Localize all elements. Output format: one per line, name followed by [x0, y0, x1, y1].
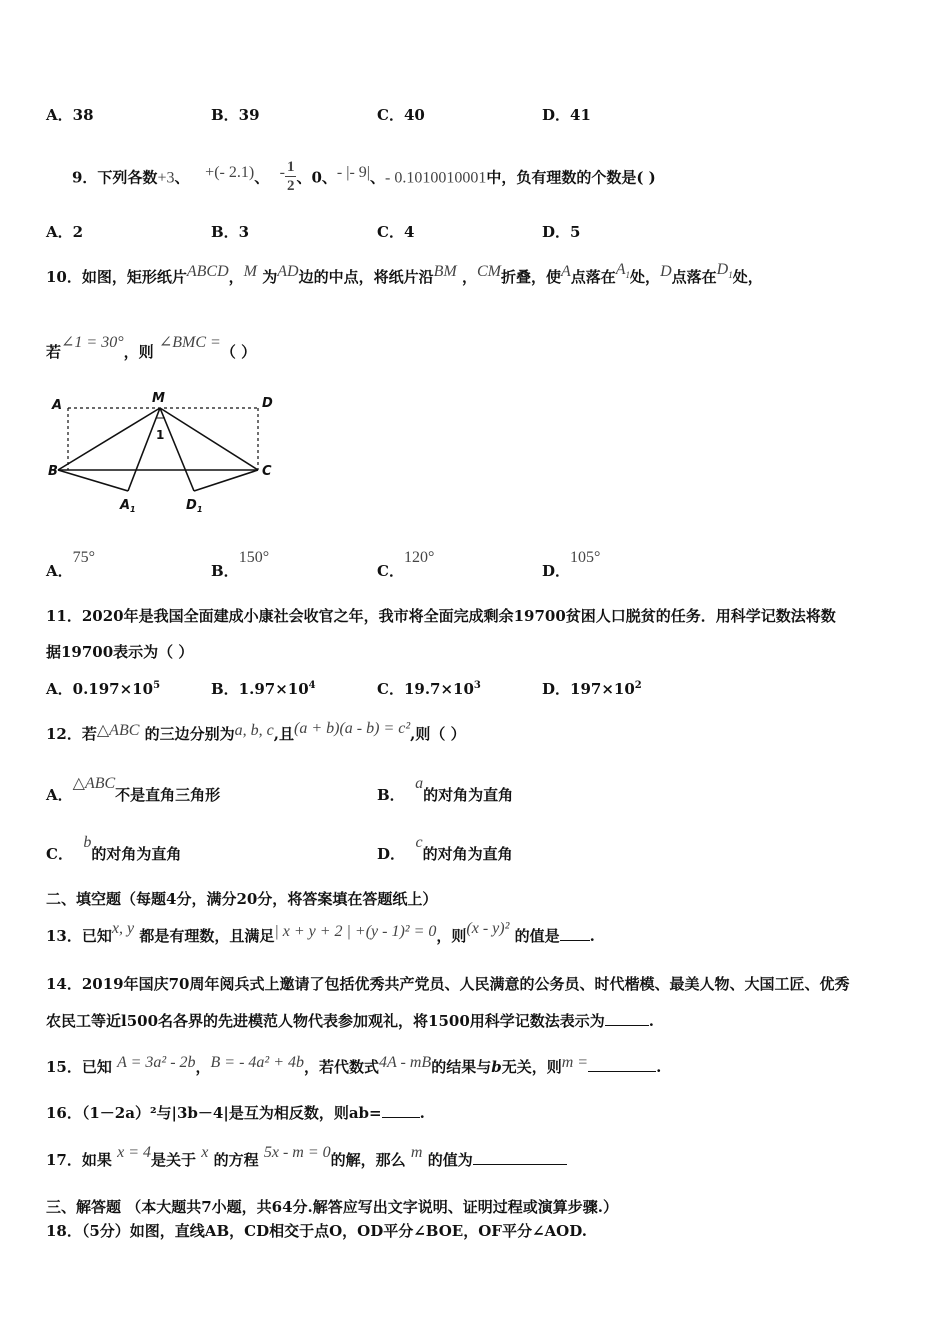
- q10-m9-sub: 1: [728, 270, 733, 281]
- q14-line2-end: .: [648, 1012, 654, 1030]
- q17-m3: 5x - m = 0: [263, 1144, 331, 1161]
- q12-opt-d-label: D．: [377, 845, 406, 863]
- q15-t5: b: [491, 1058, 502, 1076]
- section-3-heading: 三、解答题 （本大题共7小题，共64分.解答应写出文字说明、证明过程或演算步骤.）: [46, 1198, 618, 1216]
- question-16: [46, 1103, 425, 1123]
- q10-option-b: [211, 549, 270, 581]
- q15-t7: .: [656, 1058, 662, 1076]
- q10-m7: [615, 261, 631, 281]
- q10-option-d: [542, 549, 601, 581]
- q12-option-c: [46, 834, 182, 864]
- q12-opt-a-math: △ABC: [72, 775, 116, 792]
- q16-end: .: [419, 1104, 425, 1122]
- q10-m9-letter: D: [716, 261, 729, 278]
- q17-t1: 17．如果: [46, 1151, 112, 1169]
- q12-option-b: [377, 775, 514, 805]
- q13-m3: (x - y)²: [466, 920, 510, 937]
- q11-option-a: [46, 678, 160, 699]
- q8-option-a: A．38: [46, 106, 94, 124]
- q17-t3: 的方程: [213, 1151, 259, 1169]
- q10-t4: 边的中点，将纸片沿: [298, 268, 434, 286]
- q8-option-d: D．41: [542, 106, 591, 124]
- q12-t4: ,则（ ）: [410, 725, 466, 743]
- q12-option-a: [46, 775, 221, 805]
- figure-label-a1-sub: 1: [130, 505, 136, 514]
- q15-t3: ，若代数式: [304, 1058, 380, 1076]
- q10-m2: M: [243, 263, 257, 280]
- question-9: [72, 160, 656, 197]
- q10-m6: A: [560, 263, 571, 280]
- q10-t2: ，: [228, 268, 244, 286]
- q10-opt-c-label: C．: [377, 562, 404, 580]
- q10-t5: ，: [461, 268, 477, 286]
- figure-label-a1: A: [120, 498, 131, 513]
- q10-t6: 折叠，使: [500, 268, 561, 286]
- q15-m3: 4A - mB: [379, 1054, 432, 1071]
- figure-label-d1: D: [186, 498, 197, 513]
- q11-opt-b-exp: 4: [308, 680, 316, 691]
- q9-prefix: 9．下列各数: [72, 168, 158, 187]
- q9-frac-num: 1: [286, 159, 295, 175]
- q9-n1: +3: [157, 169, 175, 187]
- q9-n5: - 0.1010010001: [385, 169, 487, 187]
- figure-edge-ba1: [58, 470, 128, 491]
- q10-t9: 点落在: [671, 268, 717, 286]
- q10-t3: 为: [262, 268, 278, 286]
- q10-m3: AD: [277, 263, 299, 280]
- q13-t5: .: [589, 927, 595, 945]
- figure-edge-cd1: [194, 470, 258, 491]
- q17-t4: 的解，那么: [330, 1151, 406, 1169]
- question-12: [46, 720, 466, 745]
- q11-option-c: [377, 678, 481, 699]
- q10-opt-c-value: 120°: [403, 549, 435, 566]
- q12-m3: (a + b)(a - b) = c²: [294, 720, 411, 737]
- q10-m9: [716, 261, 733, 281]
- q12-opt-a-label: A．: [46, 786, 73, 804]
- q8-option-c: C．40: [377, 106, 425, 124]
- q13-t3: ，则: [436, 927, 467, 945]
- question-11-line2: 据19700表示为（ ）: [46, 643, 194, 661]
- q9-n2: +(- 2.1): [205, 163, 255, 181]
- q10-opt-a-value: 75°: [72, 549, 96, 566]
- question-10-line1: [46, 261, 763, 293]
- q10-l2m1: ∠1 = 30°: [61, 334, 124, 351]
- q10-m8: D: [660, 263, 672, 280]
- q13-t2: 都是有理数，且满足: [139, 927, 275, 945]
- q10-opt-b-value: 150°: [238, 549, 270, 566]
- question-15: [46, 1054, 662, 1078]
- q9-sep3: 、0、: [296, 168, 337, 187]
- q11-option-d: [542, 678, 642, 699]
- question-17: [46, 1144, 567, 1171]
- q17-m4: m: [410, 1144, 423, 1161]
- q15-m1: A = 3a² - 2b: [117, 1054, 196, 1071]
- q10-l2b: ，则: [123, 343, 154, 361]
- q11-opt-b-base: B．1.97×10: [211, 680, 309, 698]
- figure-label-1: 1: [156, 428, 165, 442]
- q15-m4: m =: [561, 1054, 589, 1071]
- q10-t10: 处，: [732, 268, 763, 286]
- figure-label-a: A: [52, 398, 63, 413]
- q9-option-b: B．3: [211, 223, 250, 241]
- figure-label-m: M: [152, 391, 165, 406]
- question-14-line2: [46, 1011, 654, 1031]
- question-13: [46, 920, 595, 947]
- section-2-heading: 二、填空题（每题4分，满分20分，将答案填在答题纸上）: [46, 890, 438, 908]
- q10-t1: 10．如图，矩形纸片: [46, 268, 187, 286]
- q12-opt-d-math: c: [415, 834, 423, 851]
- q15-t4: 的结果与: [431, 1058, 492, 1076]
- figure-label-d: D: [262, 396, 273, 411]
- q11-opt-c-exp: 3: [473, 680, 481, 691]
- q9-frac-den: 2: [286, 178, 295, 194]
- figure-label-d1-sub: 1: [197, 505, 203, 514]
- q13-t4: 的值是: [514, 927, 560, 945]
- q9-n4: - |- 9|: [336, 163, 370, 181]
- q14-line2-text: 农民工等近l500名各界的先进模范人物代表参加观礼，将1500用科学记数法表示为: [46, 1012, 605, 1030]
- q12-opt-c-math: b: [83, 834, 92, 851]
- q10-figure: [46, 385, 286, 517]
- q12-opt-d-text: 的对角为直角: [422, 845, 513, 863]
- q10-t8: 处，: [630, 268, 661, 286]
- q12-m2: a, b, c: [234, 722, 274, 739]
- figure-edge-mb: [58, 408, 160, 470]
- figure-edge-mc: [160, 408, 258, 470]
- question-14-line1: 14．2019年国庆70周年阅兵式上邀请了包括优秀共产党员、人民满意的公务员、时代楷模、最美人物、大国工匠、优秀: [46, 975, 850, 993]
- q11-opt-c-base: C．19.7×10: [377, 680, 474, 698]
- q10-m7-letter: A: [615, 261, 626, 278]
- q9-option-a: A．2: [46, 223, 84, 241]
- q10-l2c: （ ）: [220, 343, 257, 361]
- q12-t3: ,且: [273, 725, 294, 743]
- q10-l2a: 若: [46, 343, 62, 361]
- q11-opt-a-exp: 5: [153, 680, 161, 691]
- figure-edge-md1: [160, 408, 194, 491]
- q10-opt-d-value: 105°: [570, 549, 601, 566]
- q14-answer-blank[interactable]: [605, 1011, 649, 1026]
- q12-opt-b-math: a: [415, 775, 424, 792]
- figure-label-c: C: [262, 464, 272, 479]
- q12-opt-a-text: 不是直角三角形: [115, 786, 221, 804]
- q17-answer-blank[interactable]: [473, 1150, 567, 1165]
- q12-opt-b-text: 的对角为直角: [423, 786, 514, 804]
- q10-m7-sub: 1: [625, 270, 631, 281]
- q10-m1: ABCD: [186, 263, 229, 280]
- q9-sep4: 、: [369, 168, 385, 187]
- q15-t6: 无关，则: [501, 1058, 562, 1076]
- question-18: 18．（5分）如图，直线AB，CD相交于点O，OD平分∠BOE，OF平分∠AOD.: [46, 1222, 587, 1240]
- q10-t7: 点落在: [570, 268, 616, 286]
- question-11-line1: 11．2020年是我国全面建成小康社会收官之年，我市将全面完成剩余19700贫困人口脱贫的任务．用科学记数法将数: [46, 607, 836, 625]
- q8-option-b: B．39: [211, 106, 260, 124]
- q10-option-c: [377, 549, 435, 581]
- question-10-line2: [46, 334, 257, 363]
- q9-option-c: C．4: [377, 223, 415, 241]
- q9-sep2: 、: [254, 168, 270, 187]
- q10-option-a: [46, 549, 96, 581]
- q13-t1: 13．已知: [46, 927, 112, 945]
- q11-opt-d-exp: 2: [634, 680, 642, 691]
- q16-answer-blank[interactable]: [382, 1103, 420, 1118]
- q13-m2: | x + y + 2 | +(y - 1)² = 0: [274, 923, 437, 940]
- q15-t2: ，: [195, 1058, 211, 1076]
- q11-opt-d-base: D．197×10: [542, 680, 635, 698]
- q12-option-d: [377, 834, 513, 864]
- q12-opt-c-text: 的对角为直角: [91, 845, 182, 863]
- q9-option-d: D．5: [542, 223, 581, 241]
- q10-m5: CM: [476, 263, 501, 280]
- q10-opt-b-label: B．: [211, 562, 239, 580]
- q13-answer-blank[interactable]: [560, 926, 590, 941]
- q12-opt-c-label: C．: [46, 845, 73, 863]
- q9-fraction: [285, 158, 297, 195]
- q17-t5: 的值为: [427, 1151, 473, 1169]
- q10-l2m2: ∠BMC =: [158, 334, 221, 351]
- q12-t1: 12．若: [46, 725, 97, 743]
- figure-edge-ma1: [128, 408, 160, 491]
- figure-label-b: B: [48, 464, 58, 479]
- q11-opt-a-base: A．0.197×10: [46, 680, 154, 698]
- q17-t2: 是关于: [151, 1151, 197, 1169]
- q10-m4: BM: [433, 263, 457, 280]
- q10-opt-d-label: D．: [542, 562, 571, 580]
- q12-opt-b-label: B．: [377, 786, 405, 804]
- q12-t2: 的三边分别为: [144, 725, 235, 743]
- q9-sep1: 、: [174, 168, 190, 187]
- q15-t1: 15．已知: [46, 1058, 112, 1076]
- q15-m2: B = - 4a² + 4b: [210, 1054, 305, 1071]
- q16-text: 16．（1－2a）²与|3b－4|是互为相反数，则ab=: [46, 1104, 382, 1122]
- q17-m2: x: [201, 1144, 209, 1161]
- q9-suffix: 中，负有理数的个数是( ): [486, 168, 656, 187]
- q12-m1: △ABC: [96, 722, 140, 739]
- q17-m1: x = 4: [117, 1144, 152, 1161]
- q13-m1: x, y: [111, 920, 135, 937]
- q10-opt-a-label: A．: [46, 562, 73, 580]
- q15-answer-blank[interactable]: [588, 1057, 656, 1072]
- q9-n3-sign: -: [279, 163, 285, 181]
- q11-option-b: [211, 678, 316, 699]
